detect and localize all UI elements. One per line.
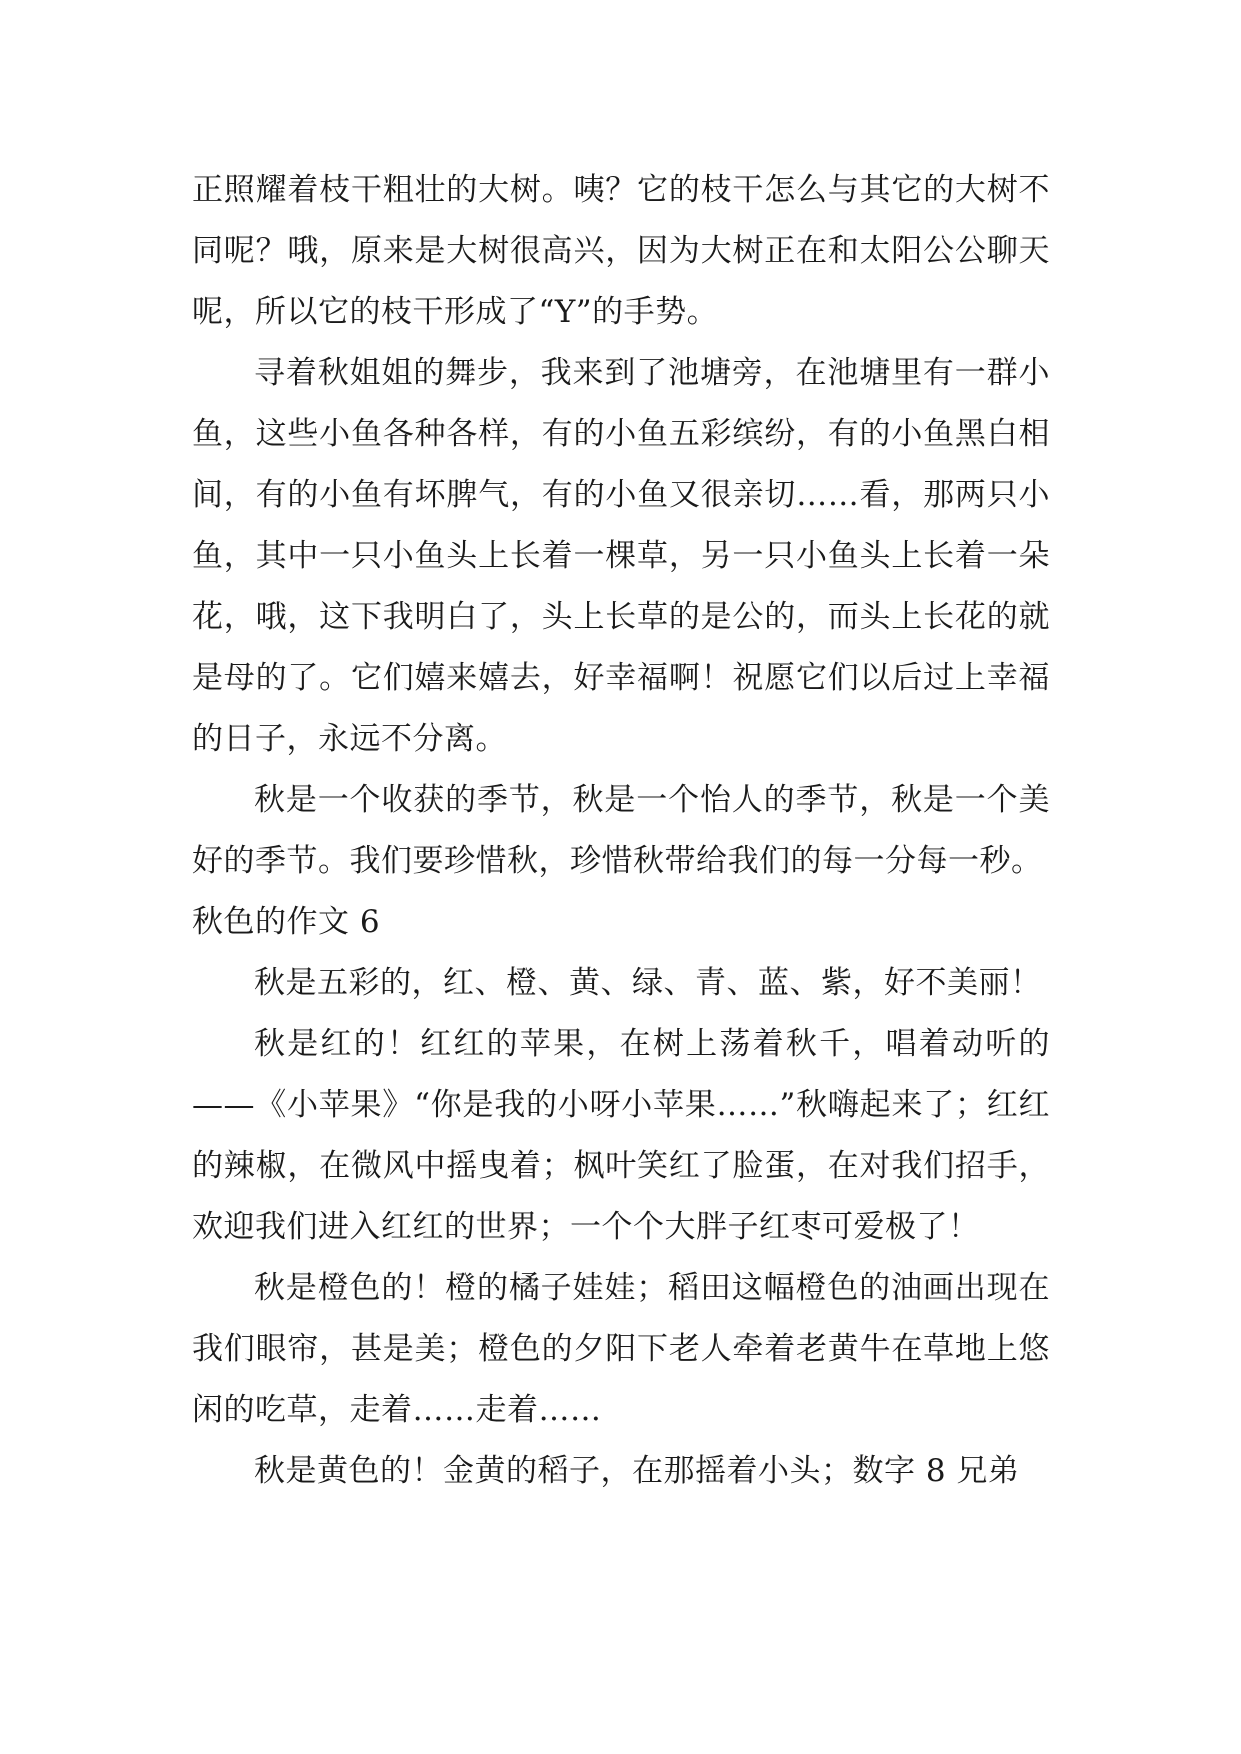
paragraph-harvest-season: 秋是一个收获的季节，秋是一个怡人的季节，秋是一个美好的季节。我们要珍惜秋，珍惜秋带给我们的每一分每一秒。 <box>192 782 1050 879</box>
section-title: 秋色的作文 6 <box>192 904 381 940</box>
document-body <box>192 160 1050 1502</box>
paragraph-red-autumn: 秋是红的！红红的苹果，在树上荡着秋千，唱着动听的——《小苹果》“你是我的小呀小苹果……”秋嗨起来了；红红的辣椒，在微风中摇曳着；枫叶笑红了脸蛋，在对我们招手，欢迎我们进入红红的世界；一个个大胖子红枣可爱极了！ <box>192 1026 1050 1245</box>
paragraph-tree: 正照耀着枝干粗壮的大树。咦？它的枝干怎么与其它的大树不同呢？哦，原来是大树很高兴，因为大树正在和太阳公公聊天呢，所以它的枝干形成了“Y”的手势。 <box>192 172 1050 330</box>
paragraph-pond-fish: 寻着秋姐姐的舞步，我来到了池塘旁，在池塘里有一群小鱼，这些小鱼各种各样，有的小鱼五彩缤纷，有的小鱼黑白相间，有的小鱼有坏脾气，有的小鱼又很亲切……看，那两只小鱼，其中一只小鱼头上长着一棵草，另一只小鱼头上长着一朵花，哦，这下我明白了，头上长草的是公的，而头上长花的就是母的了。它们嬉来嬉去，好幸福啊！祝愿它们以后过上幸福的日子，永远不分离。 <box>192 355 1050 757</box>
paragraph-yellow-autumn: 秋是黄色的！金黄的稻子，在那摇着小头；数字 8 兄弟 <box>254 1453 1020 1489</box>
paragraph-orange-autumn: 秋是橙色的！橙的橘子娃娃；稻田这幅橙色的油画出现在我们眼帘，甚是美；橙色的夕阳下老人牵着老黄牛在草地上悠闲的吃草，走着……走着…… <box>192 1270 1050 1428</box>
paragraph-colorful-autumn: 秋是五彩的，红、橙、黄、绿、青、蓝、紫，好不美丽！ <box>254 965 1042 1001</box>
